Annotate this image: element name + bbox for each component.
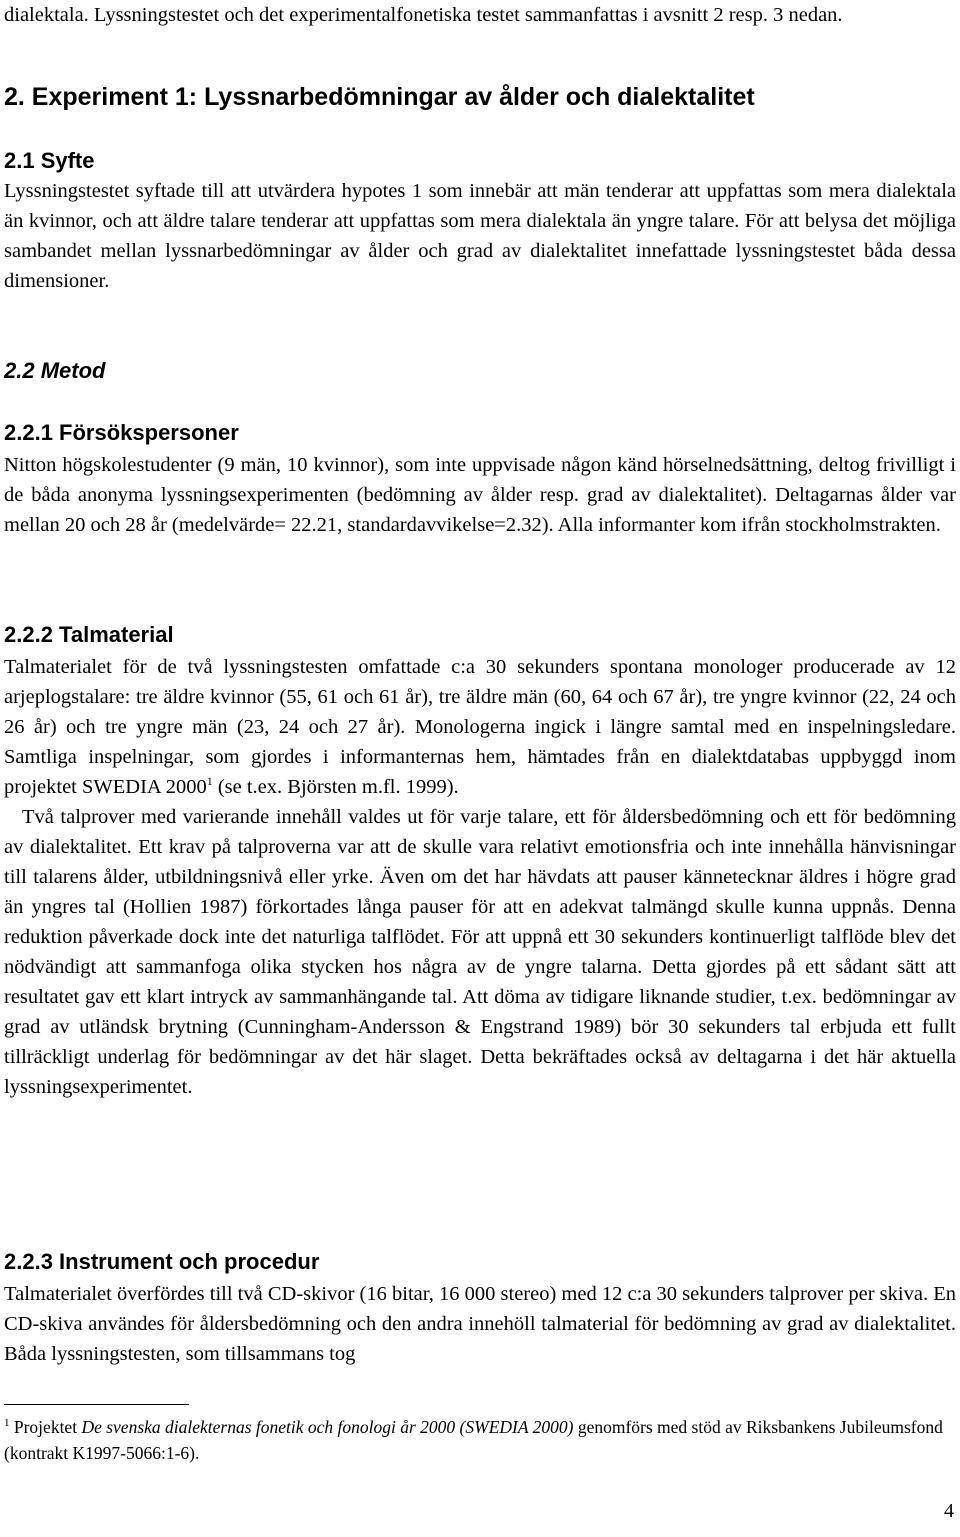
subsection-heading: 2.2 Metod <box>4 358 106 383</box>
body-paragraph: Lyssningstestet syftade till att utvärdera hypotes 1 som innebär att män tenderar att uppfattas som mera dialektala än kvinnor, och att äldre talare tenderar att uppfattas som mera dialektala än yngre talare. För att belysa det möjliga sambandet mellan lyssnarbedömningar av ålder och grad av dialektalitet innefattade lyssningstestet båda dessa dimensioner. <box>4 180 956 292</box>
continuation-paragraph-block <box>4 0 956 30</box>
paragraph-text: Talmaterialet för de två lyssningstesten omfattade c:a 30 sekunders spontana monologer producerade av 12 arjeplogstalare: tre äldre kvinnor (55, 61 och 61 år), tre äldre män (60, 64 och 67 år), tre yngre kvinnor (22, 24 och 26 år) och tre yngre män (23, 24 och 27 år). Monologerna ingick i längre samtal med en inspelningsledare. Samtliga inspelningar, som gjordes i informanternas hem, hämtades från en dialektdatabas uppbyggd inom projektet SWEDIA 2000 <box>4 656 956 798</box>
body-paragraph: Talmaterialet överfördes till två CD-skivor (16 bitar, 16 000 stereo) med 12 c:a 30 sekunders talprover per skiva. En CD-skiva användes för åldersbedömning och den andra innehöll talmaterial för bedömning av grad av dialektalitet. Båda lyssningstesten, som tillsammans tog <box>4 1283 956 1365</box>
footnote-block <box>4 1414 956 1466</box>
body-paragraph: Nitton högskolestudenter (9 män, 10 kvinnor), som inte uppvisade någon känd hörselnedsättning, deltog frivilligt i de båda anonyma lyssningsexperimenten (bedömning av ålder resp. grad av dialektalitet). Deltagarnas ålder var mellan 20 och 28 år (medelvärde= 22.21, standardavvikelse=2.32). Alla informanter kom ifrån stockholmstrakten. <box>4 454 956 536</box>
body-paragraph <box>4 652 956 802</box>
section-heading: 2. Experiment 1: Lyssnarbedömningar av ålder och dialektalitet <box>4 83 755 111</box>
section-2-2-2-block <box>4 620 956 1102</box>
footnote-project-title: De svenska dialekternas fonetik och fonologi år 2000 (SWEDIA 2000) <box>81 1417 574 1437</box>
section-2-2-1-block <box>4 418 956 540</box>
subsubsection-heading: 2.2.2 Talmaterial <box>4 622 174 647</box>
subsubsection-heading: 2.2.3 Instrument och procedur <box>4 1249 320 1274</box>
footnote <box>4 1414 956 1466</box>
continuation-paragraph: dialektala. Lyssningstestet och det experimentalfonetiska testet sammanfattas i avsnitt 2 resp. 3 nedan. <box>4 4 843 26</box>
footnote-text: Projektet <box>13 1417 82 1437</box>
section-2-2-block <box>4 356 956 386</box>
subsubsection-heading: 2.2.1 Försökspersoner <box>4 420 239 445</box>
section-2-1-block <box>4 146 956 296</box>
footnote-number: 1 <box>4 1417 10 1429</box>
footnote-text: genomförs med stöd av Riksbankens Jubileumsfond (kontrakt K1997-5066:1-6). <box>4 1417 943 1463</box>
paragraph-text: (se t.ex. Björsten m.fl. 1999). <box>212 776 459 798</box>
body-paragraph: Två talprover med varierande innehåll valdes ut för varje talare, ett för åldersbedömning och ett för bedömning av dialektalitet. Ett krav på talproverna var att de skulle vara relativt emotionsfria och inte innehålla hänvisningar till talarens ålder, utbildningsnivå eller yrke. Även om det har hävdats att pauser kännetecknar äldres i högre grad än yngres tal (Hollien 1987) förkortades långa pauser för att en adekvat talmängd skulle kunna uppnås. Denna reduktion påverkade dock inte det naturliga talflödet. För att uppnå ett 30 sekunders kontinuerligt talflöde blev det nödvändigt att sammanfoga olika stycken hos några av de yngre talarna. Detta gjordes på ett sådant sätt att resultatet gav ett klart intryck av sammanhängande tal. Att döma av tidigare liknande studier, t.ex. bedömningar av grad av utländsk brytning (Cunningham-Andersson & Engstrand 1989) bör 30 sekunders tal erbjuda ett fullt tillräckligt underlag för bedömningar av det här slaget. Detta bekräftades också av deltagarna i det här aktuella lyssningsexperimentet. <box>4 806 956 1098</box>
footnote-divider <box>4 1404 189 1405</box>
subsection-heading: 2.1 Syfte <box>4 148 95 173</box>
page-number: 4 <box>944 1500 954 1522</box>
footnote-reference[interactable]: 1 <box>206 774 213 788</box>
section-2-block <box>4 82 956 112</box>
section-2-2-3-block <box>4 1247 956 1369</box>
